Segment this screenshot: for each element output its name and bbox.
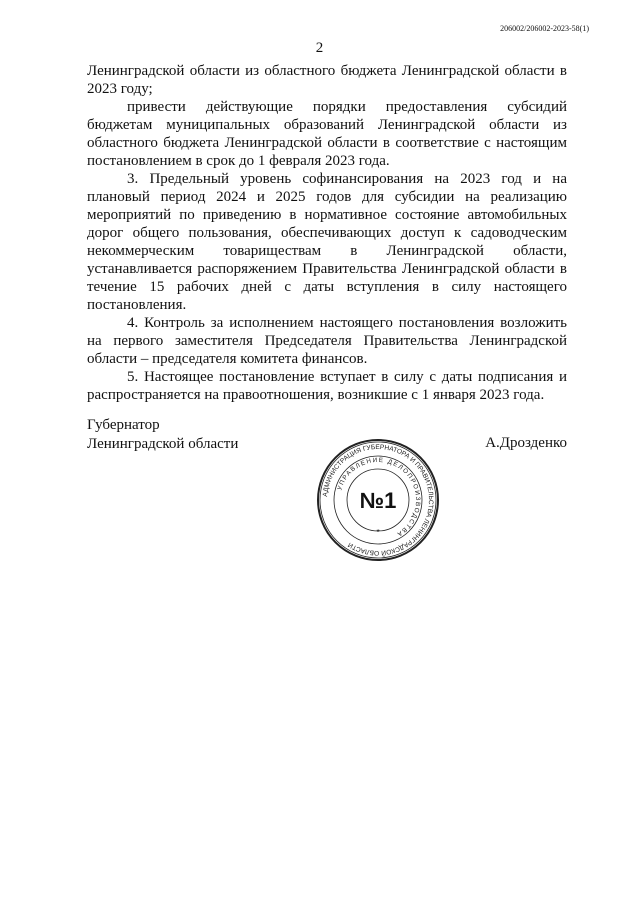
signatory-title-line2: Ленинградской области [87,436,239,452]
paragraph: привести действующие порядки предоставления субсидий бюджетам муниципальных образований Ленинградской области из областного бюджета Ленинградской области в соответствие с настоящим постановлением в срок до 1 февраля 2023 года. [87,99,567,169]
seal-outer-text: АДМИНИСТРАЦИЯ ГУБЕРНАТОРА И ПРАВИТЕЛЬСТВА ЛЕНИНГРАДСКОЙ ОБЛАСТИ [322,443,435,557]
signatory-name: А.Дрозденко [485,435,567,451]
seal-inner-text: УПРАВЛЕНИЕ ДЕЛОПРОИЗВОДСТВА [336,456,422,538]
official-seal [316,438,440,562]
signatory-title [87,416,238,454]
seal-number: №1 [359,488,397,513]
paragraph: 4. Контроль за исполнением настоящего постановления возложить на первого заместителя Председателя Правительства Ленинградской области – председателя комитета финансов. [87,315,567,367]
document-id: 206002/206002-2023-58(1) [500,24,589,33]
signatory-title-line1: Губернатор [87,417,160,433]
star-icon: * [376,528,380,537]
document-body [87,62,567,404]
paragraph: 5. Настоящее постановление вступает в силу с даты подписания и распространяется на правоотношения, возникшие с 1 января 2023 года. [87,369,567,403]
page-number: 2 [315,40,324,56]
paragraph: Ленинградской области из областного бюджета Ленинградской области в 2023 году; [87,63,567,97]
paragraph: 3. Предельный уровень софинансирования на 2023 год и на плановый период 2024 и 2025 годов для субсидии на реализацию мероприятий по приведению в нормативное состояние автомобильных дорог общего пользования, обеспечивающих доступ к садоводческим некоммерческим товариществам в Ленинградской области, устанавливается распоряжением Правительства Ленинградской области в течение 15 рабочих дней с даты вступления в силу настоящего постановления. [87,171,567,313]
